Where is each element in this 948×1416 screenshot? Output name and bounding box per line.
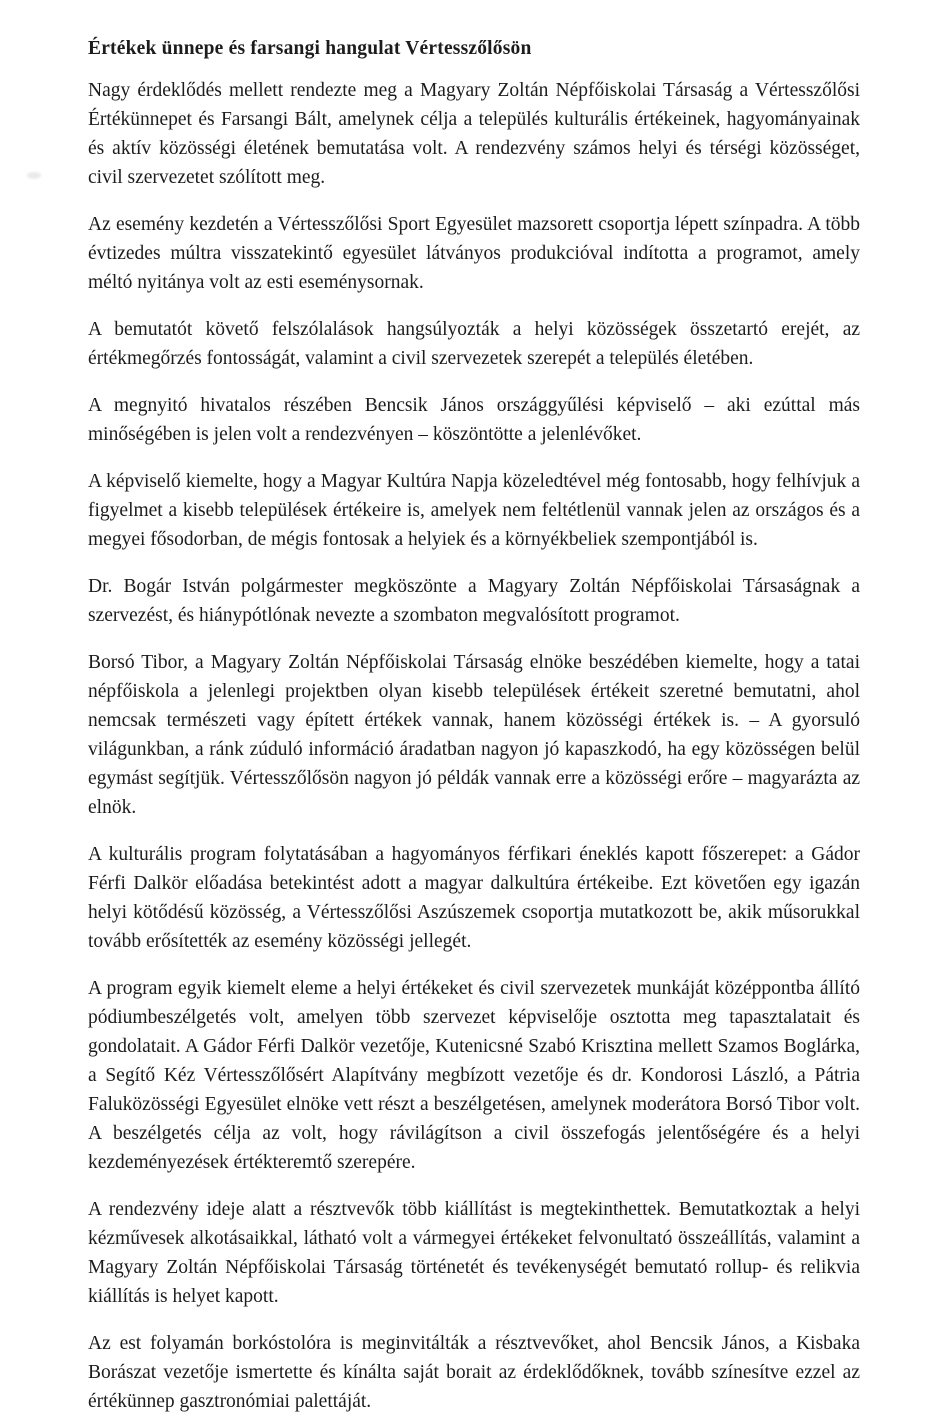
paragraph-mp-greeting: A megnyitó hivatalos részében Bencsik János országgyűlési képviselő – aki ezúttal más minőségében is jelen volt a rendezvényen – köszöntötte a jelenlévőket. xyxy=(88,395,860,445)
paragraph-mayor-thanks: Dr. Bogár István polgármester megköszönte a Magyary Zoltán Népfőiskolai Társaságnak a szervezést, és hiánypótlónak nevezte a szombaton megvalósított programot. xyxy=(88,576,860,626)
document-title: Értékek ünnepe és farsangi hangulat Vértesszőlősön xyxy=(88,38,532,59)
paragraph-opening-act: Az esemény kezdetén a Vértesszőlősi Sport Egyesület mazsorett csoportja lépett színpadra. A több évtizedes múltra visszatekintő egyesület látványos produkcióval indította a programot, amely méltó nyitánya volt az esti eseménysornak. xyxy=(88,214,860,293)
paragraph-panel-talk: A program egyik kiemelt eleme a helyi értékeket és civil szervezetek munkáját középpontba állító pódiumbeszélgetés volt, amelyen több szervezet képviselője osztotta meg tapasztalatait és gondolatait. A Gádor Férfi Dalkör vezetője, Kutenicsné Szabó Krisztina mellett Szamos Boglárka, a Segítő Kéz Vértesszőlősért Alapítvány megbízott vezetője és dr. Kondorosi László, a Pátria Faluközösségi Egyesület elnöke vett részt a beszélgetésen, amelynek moderátora Borsó Tibor volt. A beszélgetés célja az volt, hogy rávilágítson a civil összefogás jelentőségére és a helyi kezdeményezések értékteremtő szerepére. xyxy=(88,978,860,1173)
paragraph-mp-remarks: A képviselő kiemelte, hogy a Magyar Kultúra Napja közeledtével még fontosabb, hogy felhívjuk a figyelmet a kisebb települések értékeire is, amelyek nem feltétlenül vannak jelen az országos és a megyei fősodorban, de mégis fontosak a helyiek és a környékbeliek szempontjából is. xyxy=(88,471,860,550)
scan-artifact-smudge xyxy=(27,172,41,179)
paragraph-cultural-program: A kulturális program folytatásában a hagyományos férfikari éneklés kapott főszerepet: a Gádor Férfi Dalkör előadása betekintést adott a magyar dalkultúra értékeibe. Ezt követően egy igazán helyi kötődésű közösség, a Vértesszőlősi Aszúszemek csoportja mutatkozott be, akik műsorukkal tovább erősítették az esemény közösségi jellegét. xyxy=(88,844,860,952)
paragraph-exhibitions: A rendezvény ideje alatt a résztvevők több kiállítást is megtekinthettek. Bemutatkoztak a helyi kézművesek alkotásaikkal, látható volt a vármegyei értékeket felvonultató összeállítás, valamint a Magyary Zoltán Népfőiskolai Társaság történetét és tevékenységét bemutató rollup- és relikvia kiállítás is helyet kapott. xyxy=(88,1199,860,1307)
paragraph-speeches: A bemutatót követő felszólalások hangsúlyozták a helyi közösségek összetartó erejét, az értékmegőrzés fontosságát, valamint a civil szervezetek szerepét a település életében. xyxy=(88,319,860,369)
paragraph-intro: Nagy érdeklődés mellett rendezte meg a Magyary Zoltán Népfőiskolai Társaság a Vértesszőlősi Értékünnepet és Farsangi Bált, amelynek célja a település kulturális értékeinek, hagyományainak és aktív közösségi életének bemutatása volt. A rendezvény számos helyi és térségi közösséget, civil szervezetet szólított meg. xyxy=(88,80,860,188)
paragraph-president-speech: Borsó Tibor, a Magyary Zoltán Népfőiskolai Társaság elnöke beszédében kiemelte, hogy a tatai népfőiskola a jelenlegi projektben olyan kisebb települések értékeit szeretné bemutatni, ahol nemcsak természeti vagy épített értékek vannak, hanem közösségi értékek is. – A gyorsuló világunkban, a ránk zúduló információ áradatban nagyon jó kapaszkodó, ha egy közösségen belül egymást segítjük. Vértesszőlősön nagyon jó példák vannak erre a közösségi erőre – magyarázta az elnök. xyxy=(88,652,860,818)
paragraph-wine-tasting: Az est folyamán borkóstolóra is meginvitálták a résztvevőket, ahol Bencsik János, a Kisbaka Borászat vezetője ismertette és kínálta saját borait az érdeklődőknek, tovább színesítve ezzel az értékünnep gasztronómiai palettáját. xyxy=(88,1333,860,1412)
